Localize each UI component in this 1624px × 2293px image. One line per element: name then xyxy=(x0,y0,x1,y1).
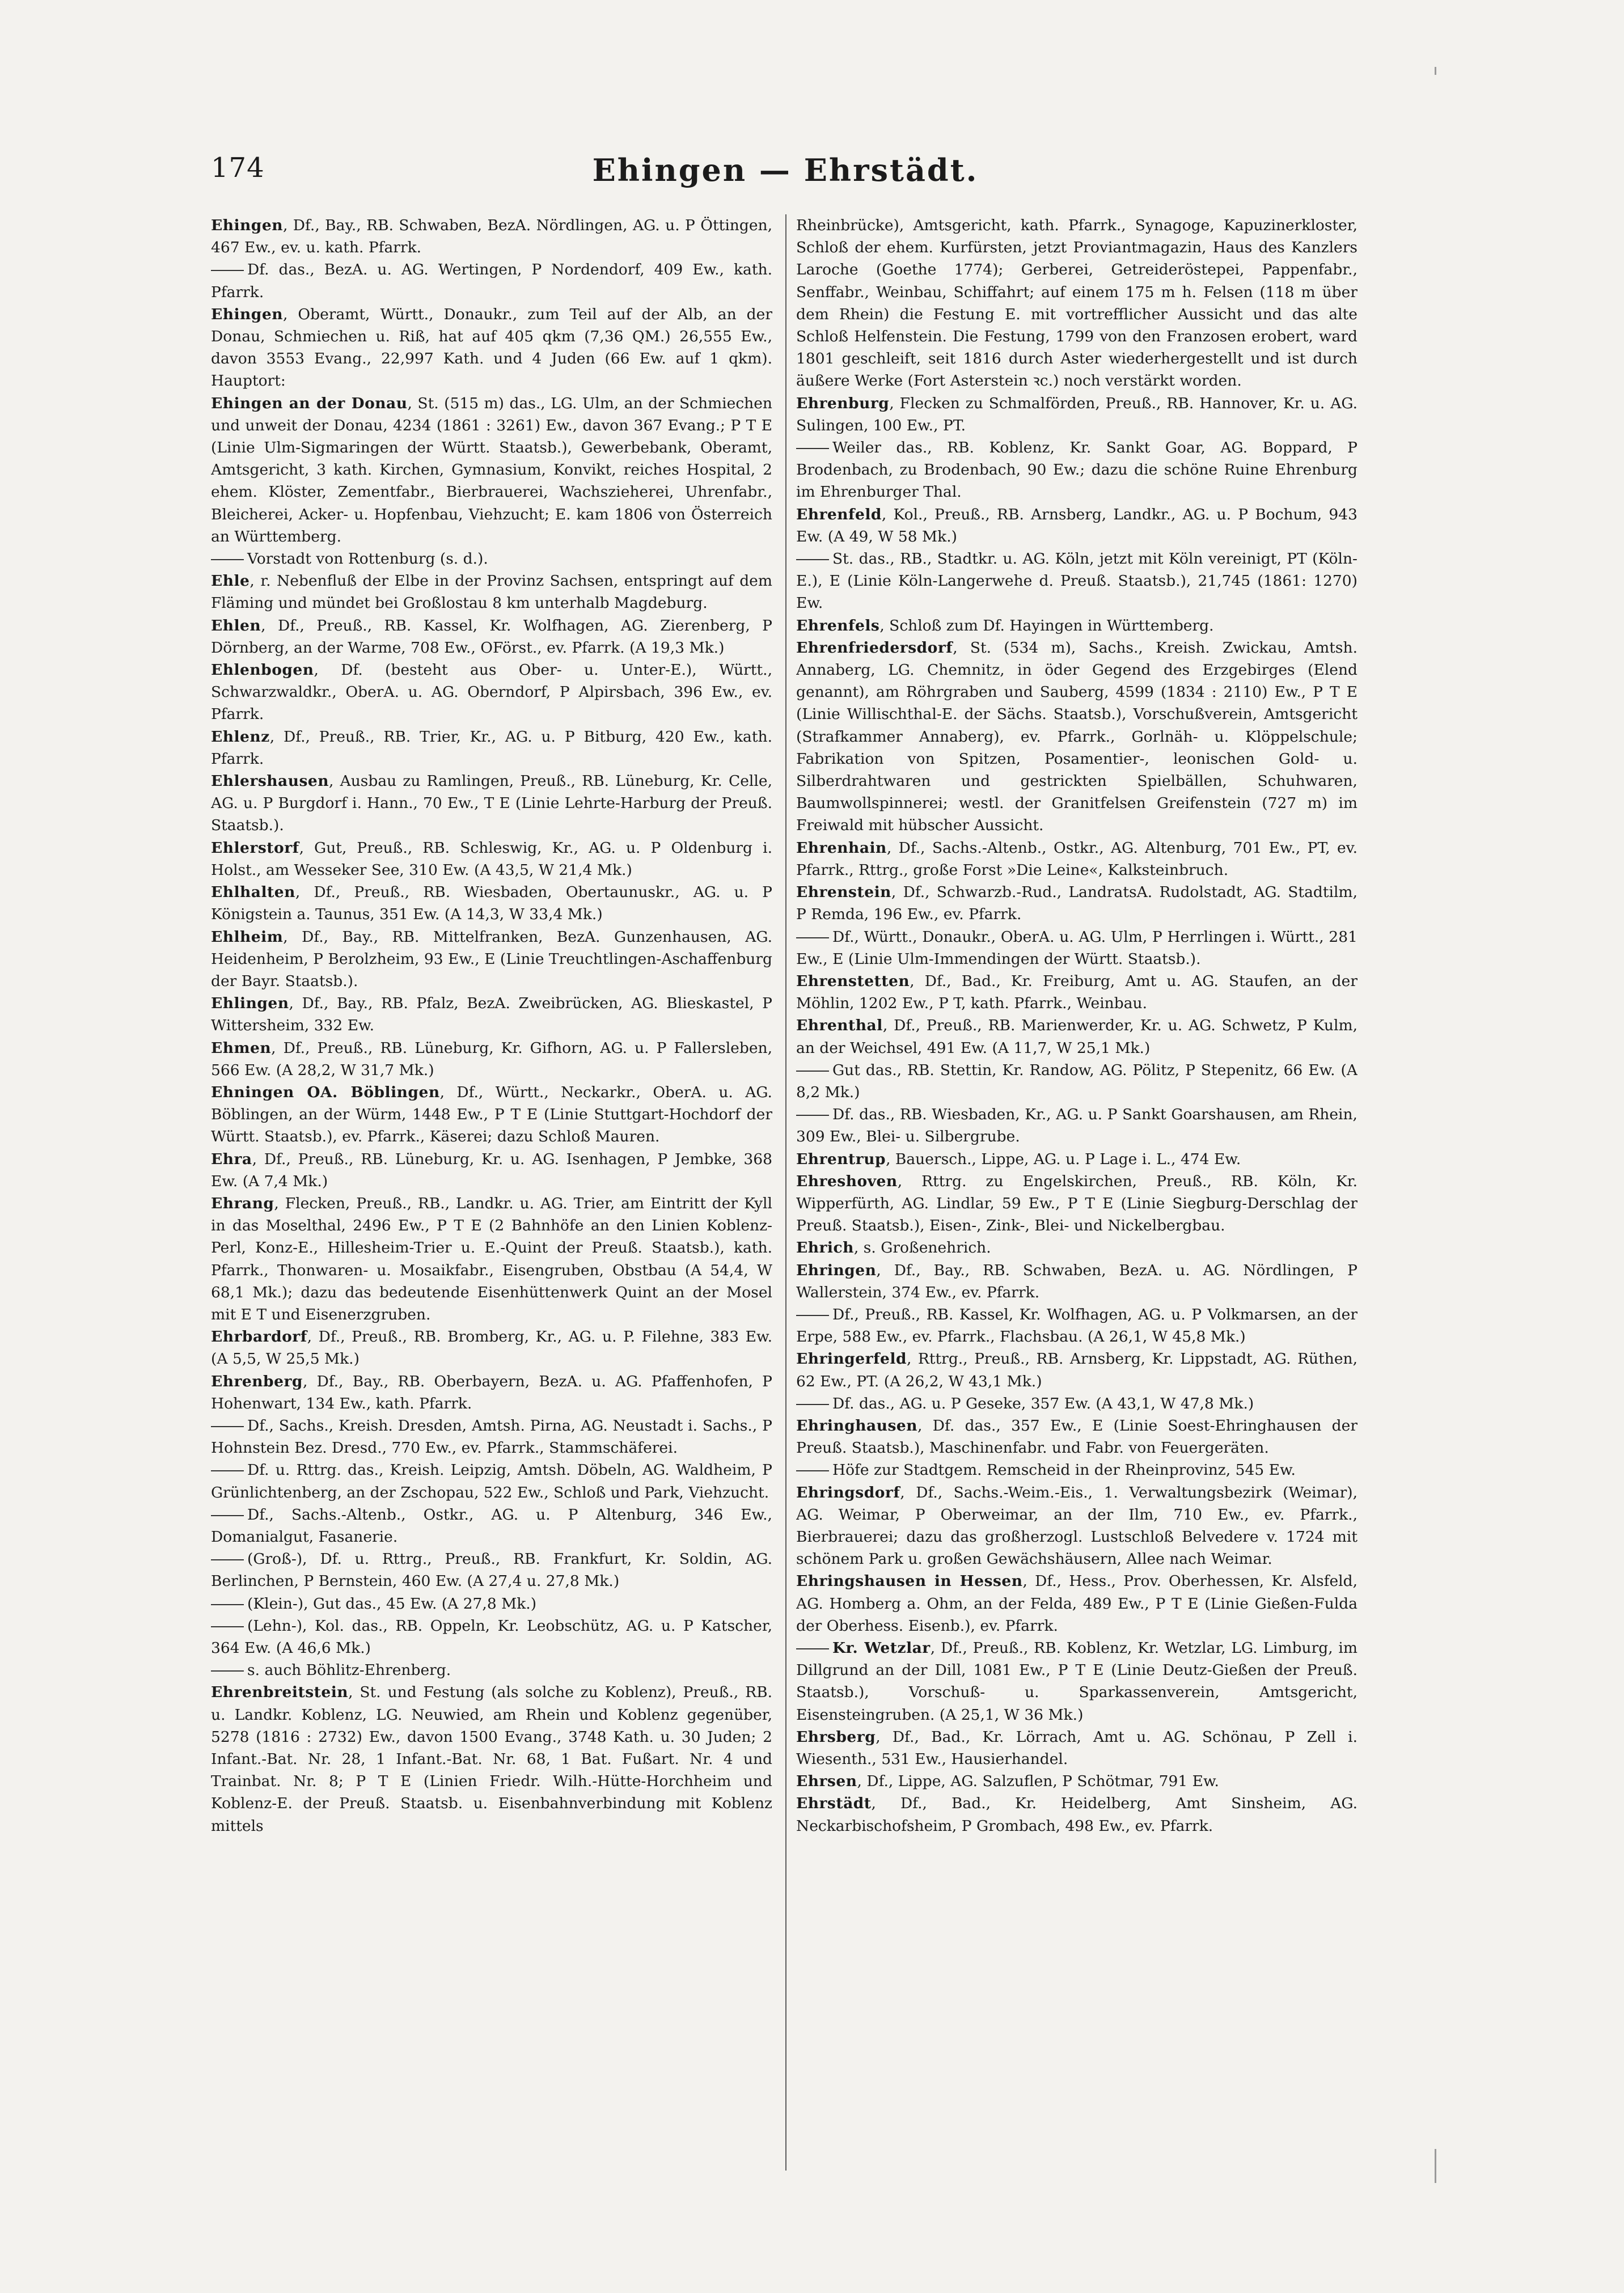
repeat-dash xyxy=(211,1470,244,1471)
entry-headword: Ehringerfeld xyxy=(796,1350,907,1368)
entry-headword: Ehle xyxy=(211,572,250,590)
entry-headword: Ehringhausen xyxy=(796,1416,918,1435)
entry-text: , Df., Bay., RB. Schwaben, BezA. Nördlingen, AG. u. P Öttingen, 467 Ew., ev. u. kath. Pfarrk. xyxy=(211,217,772,257)
entry-headword: Ehrenstetten xyxy=(796,972,910,990)
dictionary-entry xyxy=(796,1059,1357,1103)
entry-text: Rheinbrücke), Amtsgericht, kath. Pfarrk., Synagoge, Kapuzinerkloster, Schloß der ehem. Kurfürsten, jetzt Proviantmagazin, Haus des Kanzlers Laroche (Goethe 1774); Gerberei, Getreideröstерei, Pappenfabr., Senffabr., Weinbau, Schiffahrt; auf einem 175 m h. Felsen (118 m über dem Rhein) die Festung E. mit vortrefflicher Aussicht und das alte Schloß Helfenstein. Die Festung, 1799 von den Franzosen erobert, ward 1801 geschleift, seit 1816 durch Aster wiederhergestellt und ist durch äußere Werke (Fort Asterstein ꝛc.) noch verstärkt worden. xyxy=(796,217,1357,390)
entry-headword: Ehrstädt xyxy=(796,1795,872,1813)
entry-headword: Ehrsberg xyxy=(796,1728,876,1746)
entry-headword: Ehrenbreitstein xyxy=(211,1683,349,1702)
dictionary-entry xyxy=(796,504,1357,548)
entry-text: Vorstadt von Rottenburg (s. d.). xyxy=(247,550,488,568)
entry-text: , Df., Preuß., RB. Koblenz, Kr. Wetzlar, LG. Limburg, im Dillgrund an der Dill, 1081 Ew., P T E (Linie Deutz-Gießen der Preuß. Staatsb.), Vorschuß- u. Sparkassenverein, Amtsgericht, Eisensteingruben. (A 25,1, W 36 Mk.) xyxy=(796,1639,1357,1724)
dictionary-entry xyxy=(796,1726,1357,1770)
repeat-dash xyxy=(211,559,244,560)
entry-text: , Df., Preuß., RB. Lüneburg, Kr. Gifhorn, AG. u. P Fallersleben, 566 Ew. (A 28,2, W 31,7 Mk.) xyxy=(211,1039,772,1079)
entry-text: (Klein-), Gut das., 45 Ew. (A 27,8 Mk.) xyxy=(247,1594,537,1613)
repeat-dash xyxy=(796,1071,829,1072)
entry-text: , Bauersch., Lippe, AG. u. P Lage i. L., 474 Ew. xyxy=(886,1150,1241,1168)
repeat-dash xyxy=(796,1404,829,1405)
entry-text: , Df., Preuß., RB. Bromberg, Kr., AG. u. P. Filehne, 383 Ew. (A 5,5, W 25,5 Mk.) xyxy=(211,1328,772,1368)
dictionary-entry xyxy=(796,637,1357,837)
dictionary-entry xyxy=(211,1192,772,1326)
entry-headword: Ehlenz xyxy=(211,727,270,746)
entry-headword: Ehra xyxy=(211,1150,252,1168)
dictionary-entry xyxy=(796,1482,1357,1571)
entry-text: , Df., Sachs.-Weim.-Eis., 1. Verwaltungsbezirk (Weimar), AG. Weimar, P Oberweimar, an der Ilm, 710 Ew., ev. Pfarrk., Bierbrauerei; dazu das großherzogl. Lustschloß Belvedere v. 1724 mit schönem Park u. großen Gewächshäusern, Allee nach Weimar. xyxy=(796,1483,1357,1568)
entry-text: Df., Sachs., Kreish. Dresden, Amtsh. Pirna, AG. Neustadt i. Sachs., P Hohnstein Bez. Dresd., 770 Ew., ev. Pfarrk., Stammschäferei. xyxy=(211,1416,772,1457)
entry-text: , Df., Württ., Neckarkr., OberA. u. AG. Böblingen, an der Würm, 1448 Ew., P T E (Linie Stuttgart-Hochdorf der Württ. Staatsb.), ev. Pfarrk., Käserei; dazu Schloß Mauren. xyxy=(211,1083,772,1146)
entry-headword: Ehrenfels xyxy=(796,616,880,634)
entry-text: , Df., Preuß., RB. Kassel, Kr. Wolfhagen, AG. Zierenberg, P Dörnberg, an der Warme, 708 Ew., OFörst., ev. Pfarrk. (A 19,3 Mk.) xyxy=(211,616,772,657)
running-head: Ehingen — Ehrstädt. xyxy=(592,152,979,188)
repeat-dash xyxy=(796,1470,829,1471)
entry-text: , Df. das., 357 Ew., E (Linie Soest-Ehringhausen der Preuß. Staatsb.), Maschinenfabr. und Fabr. von Feuergeräten. xyxy=(796,1416,1357,1457)
entry-text: Df., Sachs.-Altenb., Ostkr., AG. u. P Altenburg, 346 Ew., Domanialgut, Fasanerie. xyxy=(211,1505,772,1546)
dictionary-entry xyxy=(211,1037,772,1081)
entry-headword: Ehlershausen xyxy=(211,772,329,790)
entry-text: , Flecken, Preuß., RB., Landkr. u. AG. Trier, am Eintritt der Kyll in das Moselthal, 2496 Ew., P T E (2 Bahnhöfe an den Linien Koblenz-Perl, Konz-E., Hillesheim-Trier u. E.-Quint der Preuß. Staatsb.), kath. Pfarrk., Thonwaren- u. Mosaikfabr., Eisengruben, Obstbau (A 54,4, W 68,1 Mk.); dazu das bedeutende Eisenhüttenwerk Quint an der Mosel mit E T und Eisenerzgruben. xyxy=(211,1194,772,1323)
dictionary-entry xyxy=(796,1304,1357,1348)
dictionary-entry xyxy=(796,1637,1357,1726)
entry-headword: Ehrentrup xyxy=(796,1150,886,1168)
entry-text: , Df., Bad., Kr. Heidelberg, Amt Sinsheim, AG. Neckarbischofsheim, P Grombach, 498 Ew., ev. Pfarrk. xyxy=(796,1795,1357,1835)
dictionary-entry xyxy=(211,1681,772,1837)
right-column xyxy=(796,214,1357,2182)
entry-text: , Df., Preuß., RB. Marienwerder, Kr. u. AG. Schwetz, P Kulm, an der Weichsel, 491 Ew. (A 11,7, W 25,1 Mk.) xyxy=(796,1017,1357,1057)
entry-headword: Ehrenburg xyxy=(796,394,890,412)
dictionary-entry xyxy=(796,437,1357,504)
entry-headword: Ehlingen xyxy=(211,995,289,1013)
dictionary-entry xyxy=(211,1148,772,1192)
entry-headword: Ehrenberg xyxy=(211,1372,303,1390)
entry-text: , Df. (besteht aus Ober- u. Unter-E.), Württ., Schwarzwaldkr., OberA. u. AG. Oberndorf, P Alpirsbach, 396 Ew., ev. Pfarrk. xyxy=(211,661,772,724)
entry-text: , Df., Bay., RB. Mittelfranken, BezA. Gunzenhausen, AG. Heidenheim, P Berolzheim, 93 Ew., E (Linie Treuchtlingen-Aschaffenburg der Bayr. Staatsb.). xyxy=(211,928,772,990)
entry-headword: Ehringsdorf xyxy=(796,1483,900,1501)
repeat-dash xyxy=(796,937,829,938)
entry-text: , Df., Schwarzb.-Rud., LandratsA. Rudolstadt, AG. Stadtilm, P Remda, 196 Ew., ev. Pfarrk. xyxy=(796,883,1357,924)
repeat-dash xyxy=(796,448,829,449)
dictionary-entry xyxy=(796,392,1357,437)
dictionary-entry xyxy=(211,770,772,837)
dictionary-entry xyxy=(211,726,772,770)
entry-text: St. das., RB., Stadtkr. u. AG. Köln, jetzt mit Köln vereinigt, PT (Köln-E.), E (Linie Köln-Langerwehe d. Preuß. Staatsb.), 21,745 (1861: 1270) Ew. xyxy=(796,550,1357,612)
dictionary-entry xyxy=(796,214,1357,392)
entry-headword: Ehlerstorf xyxy=(211,839,299,857)
entry-text: , s. Großenehrich. xyxy=(853,1239,991,1257)
entry-text: Df., Württ., Donaukr., OberA. u. AG. Ulm, P Herrlingen i. Württ., 281 Ew., E (Linie Ulm-Immendingen der Württ. Staatsb.). xyxy=(796,928,1357,968)
entry-headword: Ehlenbogen xyxy=(211,661,314,679)
repeat-dash xyxy=(211,270,244,271)
entry-headword: Ehingen xyxy=(211,217,283,234)
entry-headword: Ehrang xyxy=(211,1194,274,1212)
entry-text: , Schloß zum Df. Hayingen in Württemberg. xyxy=(879,616,1214,634)
dictionary-entry xyxy=(211,615,772,659)
dictionary-entry xyxy=(796,1415,1357,1459)
dictionary-entry xyxy=(796,1348,1357,1392)
dictionary-entry xyxy=(211,1326,772,1370)
dictionary-entry xyxy=(211,570,772,614)
entry-text: , St. (515 m) das., LG. Ulm, an der Schmiechen und unweit der Donau, 4234 (1861 : 3261) Ew., davon 367 Evang.; P T E (Linie Ulm-Sigmaringen der Württ. Staatsb.), Gewerbebank, Oberamt, Amtsgericht, 3 kath. Kirchen, Gymnasium, Konvikt, reiches Hospital, 2 ehem. Klöster, Zementfabr., Bierbrauerei, Wachszieherei, Uhrenfabr., Bleicherei, Acker- u. Hopfenbau, Viehzucht; E. kam 1806 von Österreich an Württemberg. xyxy=(211,394,772,545)
entry-text: , Flecken zu Schmalförden, Preuß., RB. Hannover, Kr. u. AG. Sulingen, 100 Ew., PT. xyxy=(796,394,1357,434)
entry-text: , Df., Bay., RB. Schwaben, BezA. u. AG. Nördlingen, P Wallerstein, 374 Ew., ev. Pfarrk. xyxy=(796,1261,1357,1301)
dictionary-entry xyxy=(796,1792,1357,1837)
dictionary-entry xyxy=(211,214,772,259)
dictionary-entry xyxy=(796,881,1357,925)
dictionary-entry xyxy=(211,303,772,392)
entry-text: Df. u. Rttrg. das., Kreish. Leipzig, Amtsh. Döbeln, AG. Waldheim, P Grünlichtenberg, an der Zschopau, 522 Ew., Schloß und Park, Viehzucht. xyxy=(211,1461,772,1501)
entry-text: , Gut, Preuß., RB. Schleswig, Kr., AG. u. P Oldenburg i. Holst., am Wesseker See, 310 Ew. (A 43,5, W 21,4 Mk.) xyxy=(211,839,772,879)
entry-text: , Df., Bad., Kr. Freiburg, Amt u. AG. Staufen, an der Möhlin, 1202 Ew., P T, kath. Pfarrk., Weinbau. xyxy=(796,972,1357,1013)
dictionary-entry xyxy=(796,615,1357,637)
entry-text: (Groß-), Df. u. Rttrg., Preuß., RB. Frankfurt, Kr. Soldin, AG. Berlinchen, P Bernstein, 460 Ew. (A 27,4 u. 27,8 Mk.) xyxy=(211,1550,772,1590)
entry-headword: Ehlhalten xyxy=(211,883,295,902)
dictionary-entry xyxy=(796,1259,1357,1304)
repeat-dash xyxy=(796,1115,829,1116)
dictionary-entry xyxy=(211,1370,772,1415)
dictionary-entry xyxy=(796,1237,1357,1259)
entry-headword: Ehrenfriedersdorf xyxy=(796,638,953,657)
entry-text: , Df., Bay., RB. Oberbayern, BezA. u. AG. Pfaffenhofen, P Hohenwart, 134 Ew., kath. Pfarrk. xyxy=(211,1372,772,1412)
entry-headword: Ehlheim xyxy=(211,928,284,946)
repeat-dash xyxy=(211,1426,244,1427)
repeat-dash xyxy=(796,1648,829,1649)
repeat-dash xyxy=(211,1626,244,1627)
entry-text: , Oberamt, Württ., Donaukr., zum Teil auf der Alb, an der Donau, Schmiechen u. Riß, hat auf 405 qkm (7,36 QM.) 26,555 Ew., davon 3553 Evang., 22,997 Kath. und 4 Juden (66 Ew. auf 1 qkm). Hauptort: xyxy=(211,305,772,390)
dictionary-entry xyxy=(211,1415,772,1459)
dictionary-entry xyxy=(796,1170,1357,1237)
entry-text: Df., Preuß., RB. Kassel, Kr. Wolfhagen, AG. u. P Volkmarsen, an der Erpe, 588 Ew., ev. Pfarrk., Flachsbau. (A 26,1, W 45,8 Mk.) xyxy=(796,1305,1357,1346)
entry-headword: Ehingen an der Donau xyxy=(211,394,408,412)
page-header xyxy=(211,152,1360,197)
entry-text: , r. Nebenfluß der Elbe in der Provinz Sachsen, entspringt auf dem Fläming und mündet bei Großlostau 8 km unterhalb Magdeburg. xyxy=(211,572,772,612)
dictionary-entry xyxy=(796,837,1357,881)
dictionary-entry xyxy=(211,1659,772,1681)
dictionary-entry xyxy=(211,1081,772,1148)
dictionary-entry xyxy=(796,926,1357,970)
entry-headword: Ehrbardorf xyxy=(211,1328,307,1346)
dictionary-entry xyxy=(796,1393,1357,1415)
entry-text: , Ausbau zu Ramlingen, Preuß., RB. Lüneburg, Kr. Celle, AG. u. P Burgdorf i. Hann., 70 Ew., T E (Linie Lehrte-Harburg der Preuß. Staatsb.). xyxy=(211,772,772,835)
entry-text: , Df., Preuß., RB. Lüneburg, Kr. u. AG. Isenhagen, P Jembke, 368 Ew. (A 7,4 Mk.) xyxy=(211,1150,772,1190)
entry-text: Df. das., RB. Wiesbaden, Kr., AG. u. P Sankt Goarshausen, am Rhein, 309 Ew., Blei- u. Silbergrube. xyxy=(796,1106,1357,1146)
repeat-dash xyxy=(211,1559,244,1560)
entry-text: , Df., Preuß., RB. Wiesbaden, Obertaunuskr., AG. u. P Königstein a. Taunus, 351 Ew. (A 14,3, W 33,4 Mk.) xyxy=(211,883,772,924)
dictionary-entry xyxy=(796,548,1357,615)
entry-text: , Kol., Preuß., RB. Arnsberg, Landkr., AG. u. P Bochum, 943 Ew. (A 49, W 58 Mk.) xyxy=(796,505,1357,545)
dictionary-entry xyxy=(211,1548,772,1592)
entry-text: , Df., Bay., RB. Pfalz, BezA. Zweibrücken, AG. Blieskastel, P Wittersheim, 332 Ew. xyxy=(211,995,772,1035)
dictionary-entry xyxy=(211,992,772,1036)
repeat-dash xyxy=(211,1515,244,1516)
entry-headword: Ehreshoven xyxy=(796,1172,898,1190)
left-column xyxy=(211,214,772,2182)
entry-headword: Ehringen xyxy=(796,1261,877,1279)
page-number: 174 xyxy=(211,152,265,184)
entry-text: , Rttrg., Preuß., RB. Arnsberg, Kr. Lippstadt, AG. Rüthen, 62 Ew., PT. (A 26,2, W 43,1 Mk.) xyxy=(796,1350,1357,1390)
repeat-dash xyxy=(211,1604,244,1605)
dictionary-entry xyxy=(796,1770,1357,1792)
entry-text: (Lehn-), Kol. das., RB. Oppeln, Kr. Leobschütz, AG. u. P Katscher, 364 Ew. (A 46,6 Mk.) xyxy=(211,1617,772,1657)
edge-mark xyxy=(1435,67,1436,75)
entry-headword: Ehrenthal xyxy=(796,1017,883,1035)
entry-text: , Df., Preuß., RB. Trier, Kr., AG. u. P Bitburg, 420 Ew., kath. Pfarrk. xyxy=(211,727,772,768)
dictionary-entry xyxy=(211,1615,772,1659)
dictionary-entry xyxy=(211,926,772,993)
dictionary-entry xyxy=(796,970,1357,1014)
dictionary-entry xyxy=(796,1103,1357,1148)
entry-headword: Ehrenstein xyxy=(796,883,891,902)
dictionary-entry xyxy=(796,1459,1357,1481)
entry-text: , Rttrg. zu Engelskirchen, Preuß., RB. Köln, Kr. Wipperfürth, AG. Lindlar, 59 Ew., P T E (Linie Siegburg-Derschlag der Preuß. Staatsb.), Eisen-, Zink-, Blei- und Nickelbergbau. xyxy=(796,1172,1357,1235)
entry-text: Df. das., AG. u. P Geseke, 357 Ew. (A 43,1, W 47,8 Mk.) xyxy=(832,1394,1254,1412)
entry-headword: Ehningen OA. Böblingen xyxy=(211,1083,440,1101)
entry-headword: Ehmen xyxy=(211,1039,272,1057)
repeat-dash xyxy=(211,1670,244,1672)
dictionary-entry xyxy=(211,1459,772,1503)
entry-headword: Ehringshausen in Hessen xyxy=(796,1572,1023,1590)
dictionary-entry xyxy=(211,392,772,548)
entry-text: Df. das., BezA. u. AG. Wertingen, P Nordendorf, 409 Ew., kath. Pfarrk. xyxy=(211,261,772,301)
repeat-dash xyxy=(796,1315,829,1316)
entry-headword: Ehingen xyxy=(211,305,283,323)
column-divider xyxy=(785,214,786,2171)
dictionary-entry xyxy=(796,1014,1357,1059)
entry-text: , Df., Lippe, AG. Salzuflen, P Schötmar, 791 Ew. xyxy=(857,1772,1219,1791)
dictionary-entry xyxy=(211,837,772,881)
entry-text: , St. (534 m), Sachs., Kreish. Zwickau, Amtsh. Annaberg, LG. Chemnitz, in öder Gegend des Erzgebirges (Elend genannt), am Röhrgraben und Sauberg, 4599 (1834 : 2110) Ew., P T E (Linie Willischthal-E. der Sächs. Staatsb.), Vorschußverein, Amtsgericht (Strafkammer Annaberg), ev. Pfarrk., Gorlnäh- u. Klöppelschule; Fabrikation von Spitzen, Posamentier-, leonischen Gold- u. Silberdrahtwaren und gestrickten Spielbällen, Schuhwaren, Baumwollspinnerei; westl. der Granitfelsen Greifenstein (727 m) im Freiwald mit hübscher Aussicht. xyxy=(796,638,1357,835)
entry-headword: Kr. Wetzlar xyxy=(832,1639,931,1657)
dictionary-entry xyxy=(211,659,772,726)
entry-headword: Ehrenfeld xyxy=(796,505,882,523)
dictionary-entry xyxy=(211,548,772,570)
entry-text: Gut das., RB. Stettin, Kr. Randow, AG. Pölitz, P Stepenitz, 66 Ew. (A 8,2 Mk.) xyxy=(796,1061,1357,1101)
dictionary-entry xyxy=(211,1593,772,1615)
repeat-dash xyxy=(796,559,829,560)
entry-headword: Ehrenhain xyxy=(796,839,887,857)
entry-text: , Df., Sachs.-Altenb., Ostkr., AG. Altenburg, 701 Ew., PT, ev. Pfarrk., Rttrg., große Forst »Die Leine«, Kalksteinbruch. xyxy=(796,839,1357,879)
entry-text: s. auch Böhlitz-Ehrenberg. xyxy=(247,1661,451,1679)
entry-text: Höfe zur Stadtgem. Remscheid in der Rheinprovinz, 545 Ew. xyxy=(832,1461,1296,1479)
dictionary-entry xyxy=(211,1504,772,1548)
entry-text: , St. und Festung (als solche zu Koblenz), Preuß., RB. u. Landkr. Koblenz, LG. Neuwied, am Rhein und Koblenz gegenüber, 5278 (1816 : 2732) Ew., davon 1500 Evang., 3748 Kath. u. 30 Juden; 2 Infant.-Bat. Nr. 28, 1 Infant.-Bat. Nr. 68, 1 Bat. Fußart. Nr. 4 und Trainbat. Nr. 8; P T E (Linien Friedr. Wilh.-Hütte-Horchheim und Koblenz-E. der Preuß. Staatsb. u. Eisenbahnverbindung mit Koblenz mittels xyxy=(211,1683,772,1835)
dictionary-entry xyxy=(211,881,772,925)
entry-headword: Ehlen xyxy=(211,616,261,634)
dictionary-entry xyxy=(211,259,772,303)
entry-text: Weiler das., RB. Koblenz, Kr. Sankt Goar, AG. Boppard, P Brodenbach, zu Brodenbach, 90 Ew.; dazu die schöne Ruine Ehrenburg im Ehrenburger Thal. xyxy=(796,439,1357,501)
edge-mark xyxy=(1435,2149,1436,2183)
dictionary-entry xyxy=(796,1148,1357,1170)
entry-headword: Ehrich xyxy=(796,1239,854,1257)
entry-headword: Ehrsen xyxy=(796,1772,857,1791)
dictionary-entry xyxy=(796,1570,1357,1637)
entry-text: , Df., Hess., Prov. Oberhessen, Kr. Alsfeld, AG. Homberg a. Ohm, an der Felda, 489 Ew., P T E (Linie Gießen-Fulda der Oberhess. Eisenb.), ev. Pfarrk. xyxy=(796,1572,1357,1635)
entry-text: , Df., Bad., Kr. Lörrach, Amt u. AG. Schönau, P Zell i. Wiesenth., 531 Ew., Hausierhandel. xyxy=(796,1728,1357,1769)
